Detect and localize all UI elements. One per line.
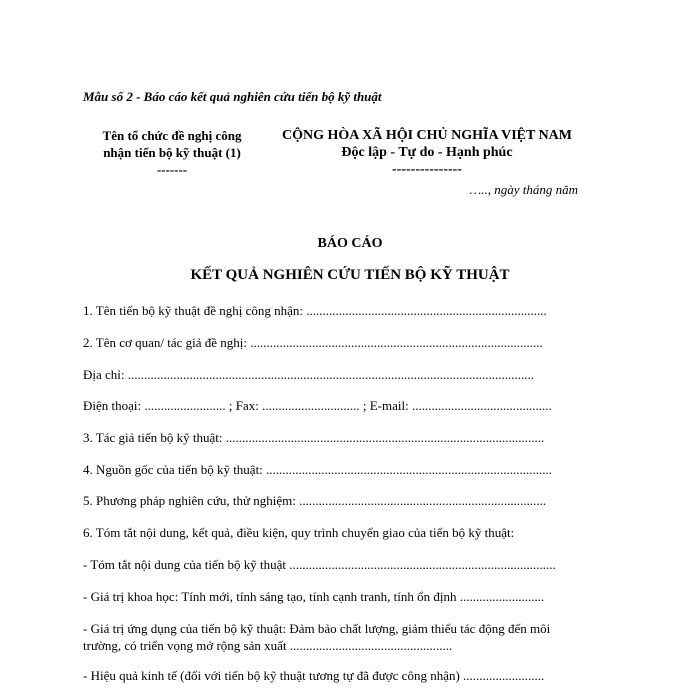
field-applicant: 2. Tên cơ quan/ tác giả đề nghị: ..........................................................................................	[83, 335, 543, 350]
report-title: BÁO CÁO	[317, 236, 383, 251]
nation-name: CỘNG HÒA XÃ HỘI CHỦ NGHĨA VIỆT NAM	[281, 128, 572, 143]
field-method: 5. Phương pháp nghiên cứu, thử nghiệm: ............................................................................	[83, 493, 547, 508]
report-subtitle: KẾT QUẢ NGHIÊN CỨU TIẾN BỘ KỸ THUẬT	[190, 267, 510, 283]
organization-dash: -------	[156, 162, 188, 177]
form-name: Mẫu số 2 - Báo cáo kết quả nghiên cứu tiến bộ kỹ thuật	[83, 89, 382, 104]
field-origin: 4. Nguồn gốc của tiến bộ kỹ thuật: ........................................................................................	[83, 462, 553, 477]
field-address: Địa chỉ: .............................................................................................................................	[83, 367, 535, 382]
field-scientific-value: - Giá trị khoa học: Tính mới, tính sáng tạo, tính cạnh tranh, tính ổn định ..........................	[83, 589, 545, 604]
field-content-summary: - Tóm tắt nội dung của tiến bộ kỹ thuật ..................................................................................	[83, 557, 556, 572]
organization-line-2: nhận tiến bộ kỹ thuật (1)	[103, 145, 241, 160]
nation-block	[274, 127, 580, 178]
field-economic-efficiency: - Hiệu quả kinh tế (đối với tiến bộ kỹ thuật tương tự đã được công nhận) .........................	[83, 668, 545, 683]
date-line: ….., ngày tháng năm	[469, 182, 578, 197]
field-application-value: - Giá trị ứng dụng của tiến bộ kỹ thuật: Đảm bảo chất lượng, giảm thiểu tác động đến môi trường, có triển vọng mở rộng sản xuất ..................................................	[83, 621, 551, 653]
organization-line-1: Tên tổ chức đề nghị công	[102, 128, 242, 143]
motto-dash: ---------------	[392, 162, 462, 177]
motto: Độc lập - Tự do - Hạnh phúc	[341, 145, 513, 160]
field-author: 3. Tác giả tiến bộ kỹ thuật: ..................................................................................................	[83, 430, 545, 445]
field-contact: Điện thoại: ......................... ; Fax: .............................. ; E-mail: ...........................................	[83, 398, 552, 413]
field-summary-heading: 6. Tóm tắt nội dung, kết quả, điều kiện, quy trình chuyển giao của tiến bộ kỹ thuật:	[83, 525, 515, 540]
field-technical-name: 1. Tên tiến bộ kỹ thuật đề nghị công nhận: ..........................................................................	[83, 303, 547, 318]
organization-block	[82, 127, 262, 178]
